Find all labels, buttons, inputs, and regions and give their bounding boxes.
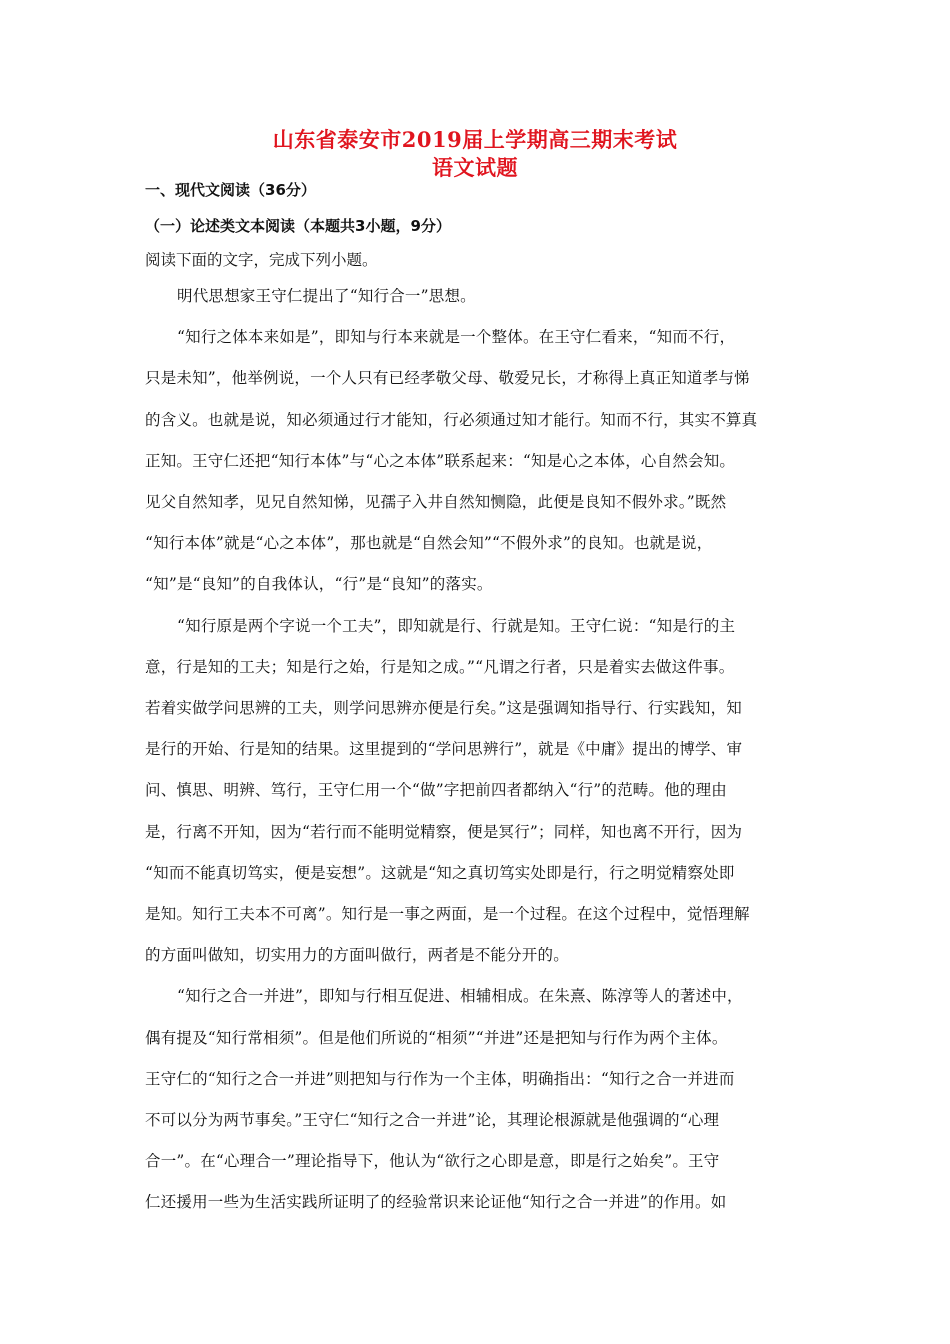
passage-line: 的方面叫做知，切实用力的方面叫做行，两者是不能分开的。 xyxy=(145,946,569,964)
passage-line: 只是未知”，他举例说，一个人只有已经孝敬父母、敬爱兄长，才称得上真正知道孝与悌 xyxy=(145,369,750,387)
passage-line: 明代思想家王守仁提出了“知行合一”思想。 xyxy=(177,287,476,305)
section-heading: 一、现代文阅读（36分） xyxy=(145,181,316,199)
passage-line: 是，行离不开知，因为“若行而不能明觉精察，便是冥行”；同样，知也离不开行，因为 xyxy=(145,823,743,841)
passage-line: “知行本体”就是“心之本体”，那也就是“自然会知”“不假外求”的良知。也就是说， xyxy=(145,534,713,552)
passage-line: 的含义。也就是说，知必须通过行才能知，行必须通过知才能行。知而不行，其实不算真 xyxy=(145,411,758,429)
passage-line: 合一”。在“心理合一”理论指导下，他认为“欲行之心即是意，即是行之始矣”。王守 xyxy=(145,1152,720,1170)
passage-line: 意，行是知的工夫；知是行之始，行是知之成。”“凡谓之行者，只是着实去做这件事。 xyxy=(145,658,735,676)
document-title: 山东省泰安市2019届上学期高三期末考试 xyxy=(272,127,678,152)
passage-line: 问、慎思、明辨、笃行，王守仁用一个“做”字把前四者都纳入“行”的范畴。他的理由 xyxy=(145,781,727,799)
passage-line: 王守仁的“知行之合一并进”则把知与行作为一个主体，明确指出：“知行之合一并进而 xyxy=(145,1070,735,1088)
passage-line: 见父自然知孝，见兄自然知悌，见孺子入井自然知恻隐，此便是良知不假外求。”既然 xyxy=(145,493,727,511)
instruction-text: 阅读下面的文字，完成下列小题。 xyxy=(145,251,378,269)
passage-line: 是知。知行工夫本不可离”。知行是一事之两面，是一个过程。在这个过程中，觉悟理解 xyxy=(145,905,750,923)
passage-line: 不可以分为两节事矣。”王守仁“知行之合一并进”论，其理论根源就是他强调的“心理 xyxy=(145,1111,720,1129)
passage-line: 是行的开始、行是知的结果。这里提到的“学问思辨行”，就是《中庸》提出的博学、审 xyxy=(145,740,743,758)
passage-line: “知而不能真切笃实，便是妄想”。这就是“知之真切笃实处即是行，行之明觉精察处即 xyxy=(145,864,735,882)
passage-line: 仁还援用一些为生活实践所证明了的经验常识来论证他“知行之合一并进”的作用。如 xyxy=(145,1193,727,1211)
document-subtitle: 语文试题 xyxy=(432,155,518,180)
passage-line: 偶有提及“知行常相须”。但是他们所说的“相须”“并进”还是把知与行作为两个主体。 xyxy=(145,1029,728,1047)
subsection-heading: （一）论述类文本阅读（本题共3小题，9分） xyxy=(145,217,451,235)
passage-line: “知行原是两个字说一个工夫”，即知就是行、行就是知。王守仁说：“知是行的主 xyxy=(177,617,736,635)
passage-line: “知行之合一并进”，即知与行相互促进、相辅相成。在朱熹、陈淳等人的著述中， xyxy=(177,987,743,1005)
passage-line: “知”是“良知”的自我体认，“行”是“良知”的落实。 xyxy=(145,575,493,593)
passage-line: 若着实做学问思辨的工夫，则学问思辨亦便是行矣。”这是强调知指导行、行实践知，知 xyxy=(145,699,742,717)
passage-line: “知行之体本来如是”，即知与行本来就是一个整体。在王守仁看来，“知而不行， xyxy=(177,328,736,346)
passage-line: 正知。王守仁还把“知行本体”与“心之本体”联系起来：“知是心之本体，心自然会知。 xyxy=(145,452,736,470)
